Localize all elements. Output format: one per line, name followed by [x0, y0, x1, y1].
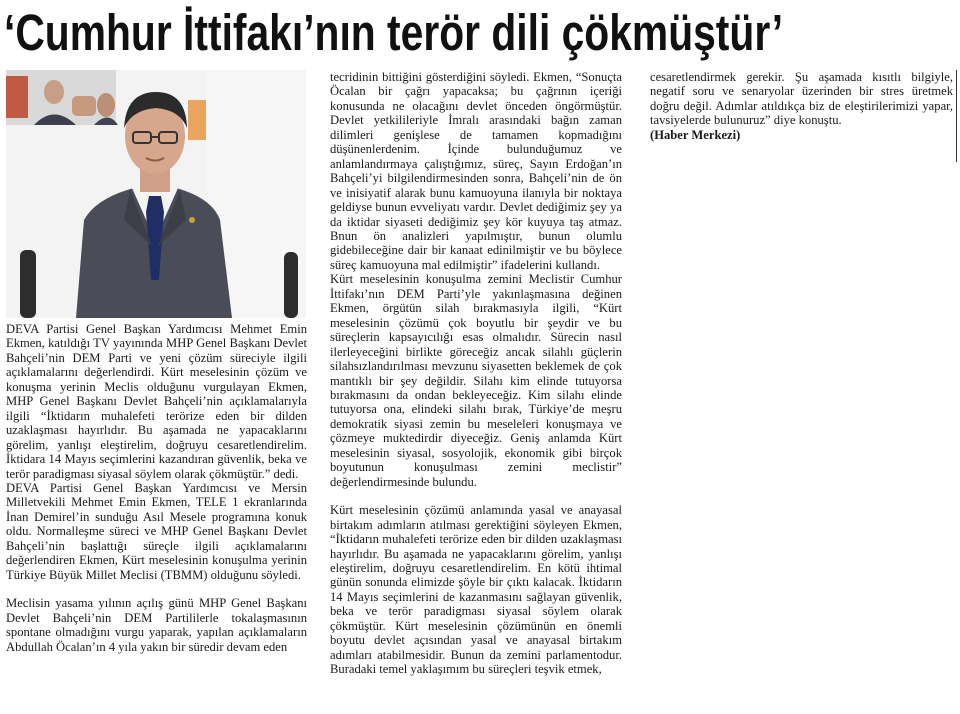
paragraph: tecridinin bittiğini gösterdiğini söyledi. Ekmen, “Sonuçta Öcalan bir çağrı yapacaksa; bu çağrının içeriği konusunda ne olacağını devlet önceden öngörmüştür. Devlet yetkilileriyle İmralı arasındaki bağın zaman dilimleri genişlese de tamamen kopmadığını düşünenlerdenim. İçinde bulunduğumuz ve anlamlandırmaya çalıştığımız, süreç, Sayın Erdoğan’ın Bahçeli’yi bilgilendirmesinden sonra, Bahçeli’nin de ön ve inisiyatif alarak bunu kamuoyuna ilanıyla bir noktaya geldiyse bunun evveliyatı vardır. Devlet dediğimiz şey ya da iktidar siyaseti dediğimiz şey kör kuyuya taş atmaz. Bnun ön analizleri yapılmıştır, bunun olumlu gidebileceğine dair bir kanaat edinilmiştir ve bu böylece süreç kamuoyuna mal edilmiştir” ifadelerini kullandı.	[330, 70, 622, 272]
paragraph: DEVA Partisi Genel Başkan Yardımcısı ve Mersin Milletvekili Mehmet Emin Ekmen, TELE 1 ekranlarında İnan Demirel’in sunduğu Asıl Mesele programına konuk oldu. Normalleşme süreci ve MHP Genel Başkanı Devlet Bahçeli’nin başlattığı süreçle ilgili açıklamalarını değerlendiren Ekmen, Kürt meselesinin konuşulma yerinin Türkiye Büyük Millet Meclisi (TBMM) olduğunu söyledi.	[6, 480, 307, 582]
article-column-1	[6, 322, 307, 654]
paragraph: Kürt meselesinin çözümü anlamında yasal ve anayasal birtakım adımların atılması gerektiğini söyleyen Ekmen, “İktidarın muhalefeti terörize eden bir dilden uzaklaşması hayırlıdır. Bu aşamada ne yapacaklarını görelim, yanlışı eleştirelim, doğruyu cesaretlendirelim. En kötü ihtimal günün sonunda elimizde şöyle bir çıktı kalacak. İktidarın 14 Mayıs seçimlerini de kazanmasını sağlayan güvenlik, beka ve terör paradigması siyasal söylem olarak çökmüştür. Kürt meselesinin çözümünün en önemli boyutu devlet açısından yasal ve anayasal birtakım adımları atabilmesidir. Bunun da zemini parlamentodur. Buradaki temel yaklaşımım bu süreçleri teşvik etmek,	[330, 503, 622, 677]
article-column-3	[650, 70, 953, 142]
paragraph: Kürt meselesinin konuşulma zemini Meclistir Cumhur İttifakı’nın DEM Parti’yle yakınlaşmasına değinen Ekmen, örgütün silah bırakmasıyla ilgili, “Kürt meselesinin çözümü çok boyutlu bir şeydir ve bu süreçlerin kapsayıcılığı esas olmalıdır. Sürecin nasıl ilerleyeceğini birlikte göreceğiz ancak silahlı güçlerin silahsızlandırılması mevzunu siyasetten beklemek de çok mantıklı bir şey değildir. Silahı kim elinde tutuyorsa bırakmasını da ondan bekleyeceğiz. Kim silahı elinde tutuyorsa ona, elindeki silahı bırak, Türkiye’de meşru demokratik siyasi zemin bu meseleleri konuşmaya ve çözmeye muktedirdir diyeceğiz. Geniş anlamda Kürt meselesinin siyasal, sosyolojik, ekonomik gibi birçok boyutunun konuşulması zemini meclistir” değerlendirmesinde bulundu.	[330, 272, 622, 489]
column-rule	[956, 70, 957, 162]
speaker-photo-illustration	[6, 70, 306, 318]
headline: ‘Cumhur İttifakı’nın terör dili çökmüştür’	[4, 4, 784, 61]
byline: (Haber Merkezi)	[650, 127, 741, 142]
article-column-2	[330, 70, 622, 677]
article-photo	[6, 70, 306, 318]
paragraph: DEVA Partisi Genel Başkan Yardımcısı Mehmet Emin Ekmen, katıldığı TV yayınında MHP Genel Başkanı Devlet Bahçeli’nin DEM Parti ve yeni çözüm süreciyle ilgili açıklamalarını değerlendirdi. Kürt meselesinin çözüm ve konuşma yerinin Meclis olduğunu vurgulayan Ekmen, MHP Genel Başkanı Devlet Bahçeli’nin açıklamalarıyla ilgili “İktidarın muhalefeti terörize eden bir dilden uzaklaşması hayırlıdır. Bu aşamada ne yapacaklarını görelim, yanlışı eleştirelim, doğruyu cesaretlendirelim. İktidara 14 Mayıs seçimlerini kazandıran güvenlik, beka ve terör paradigması siyasal söylem olarak çökmüştür.” dedi.	[6, 322, 307, 481]
paragraph: Meclisin yasama yılının açılış günü MHP Genel Başkanı Devlet Bahçeli’nin DEM Partililerle tokalaşmasının spontane olmadığını vurgu yaparak, yapılan açıklamaların Abdullah Öcalan’ın 4 yıla yakın bir süredir devam eden	[6, 596, 307, 654]
paragraph: cesaretlendirmek gerekir. Şu aşamada kısıtlı bilgiyle, negatif soru ve senaryolar üzerinden bir stres üretmek doğru değil. Adımlar atıldıkça biz de eleştirilerimizi yapar, tavsiyelerde bulunuruz” diye konuştu.	[650, 70, 953, 128]
